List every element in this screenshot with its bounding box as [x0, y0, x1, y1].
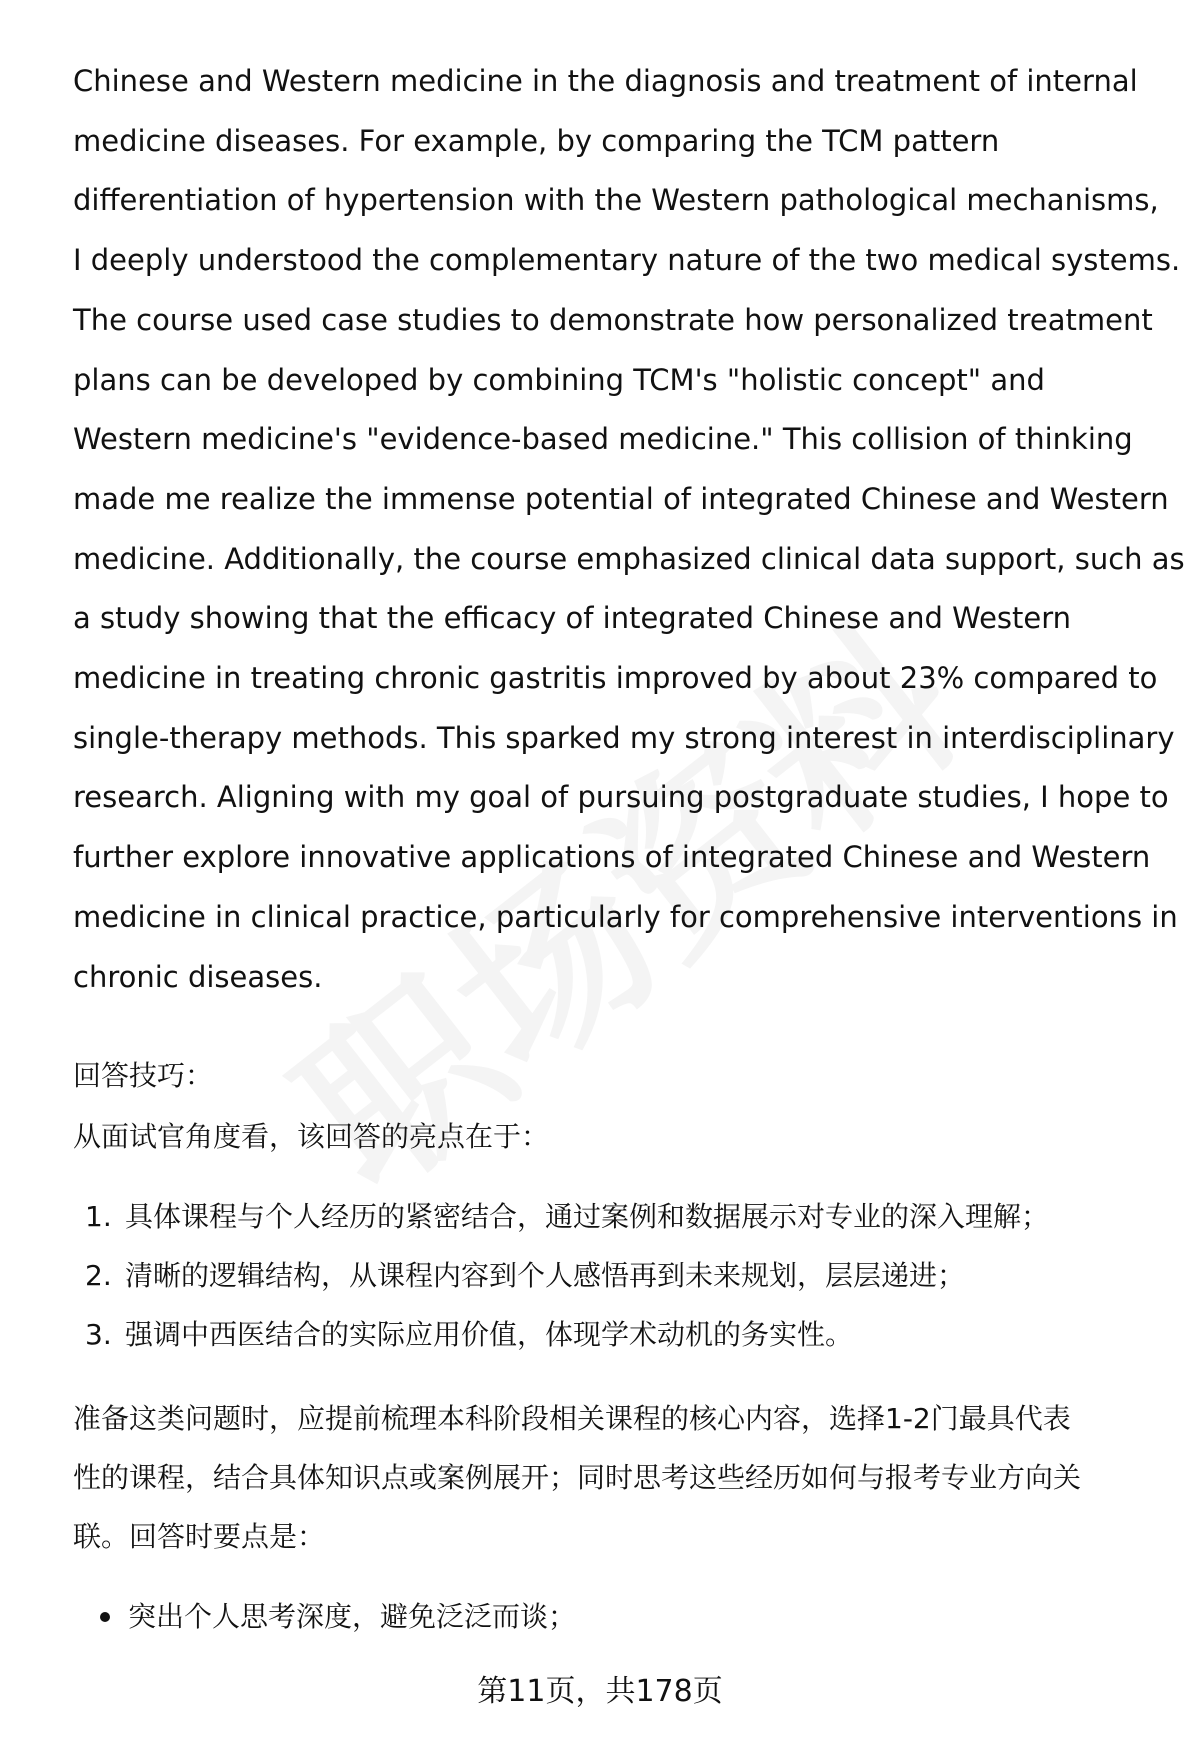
list-item-text: 清晰的逻辑结构，从课程内容到个人感悟再到未来规划，层层递进； — [125, 1259, 966, 1293]
paragraph-line: research. Aligning with my goal of pursuing postgraduate studies, I hope to — [73, 780, 1169, 815]
bullet-list — [73, 1596, 1153, 1638]
paragraph-line: medicine in treating chronic gastritis improved by about 23% compared to — [73, 661, 1158, 696]
list-item — [73, 1196, 1153, 1238]
paragraph-line: The course used case studies to demonstrate how personalized treatment — [73, 302, 1153, 337]
prep-paragraph — [73, 1389, 1153, 1566]
list-item — [73, 1255, 1153, 1297]
paragraph-line: medicine. Additionally, the course emphasized clinical data support, such as — [73, 541, 1185, 576]
list-item-number: 3. — [85, 1318, 112, 1352]
paragraph-line: further explore innovative applications of integrated Chinese and Western — [73, 840, 1151, 875]
paragraph-line: Chinese and Western medicine in the diagnosis and treatment of internal — [73, 64, 1138, 98]
paragraph-line: I deeply understood the complementary nature of the two medical systems. — [73, 243, 1181, 278]
bullet-item — [73, 1596, 1153, 1638]
paragraph-line: 联。回答时要点是： — [73, 1520, 326, 1554]
body-paragraph — [73, 52, 1185, 1007]
list-item-text: 具体课程与个人经历的紧密结合，通过案例和数据展示对专业的深入理解； — [125, 1200, 1050, 1234]
page-content — [73, 52, 1185, 1638]
list-item-text: 强调中西医结合的实际应用价值，体现学术动机的务实性。 — [125, 1318, 854, 1352]
paragraph-line: medicine diseases. For example, by comparing the TCM pattern — [73, 123, 1000, 158]
paragraph-line: medicine in clinical practice, particularly for comprehensive interventions in — [73, 899, 1178, 934]
paragraph-line: single-therapy methods. This sparked my strong interest in interdisciplinary — [73, 720, 1175, 755]
list-item-number: 2. — [85, 1259, 112, 1293]
tips-intro: 从面试官角度看，该回答的亮点在于： — [73, 1120, 550, 1154]
paragraph-line: chronic diseases. — [73, 959, 323, 994]
paragraph-line: a study showing that the efficacy of integrated Chinese and Western — [73, 601, 1072, 636]
paragraph-line: Western medicine's "evidence-based medicine." This collision of thinking — [73, 422, 1133, 457]
list-item — [73, 1314, 1153, 1356]
paragraph-line: differentiation of hypertension with the Western pathological mechanisms, — [73, 183, 1159, 218]
list-item-number: 1. — [85, 1200, 112, 1234]
highlights-list — [73, 1196, 1153, 1356]
paragraph-line: 准备这类问题时，应提前梳理本科阶段相关课程的核心内容，选择1-2门最具代表 — [73, 1402, 1071, 1436]
paragraph-line: made me realize the immense potential of integrated Chinese and Western — [73, 481, 1169, 516]
paragraph-line: plans can be developed by combining TCM's "holistic concept" and — [73, 362, 1045, 397]
bullet-icon — [100, 1612, 110, 1622]
tips-heading: 回答技巧： — [73, 1059, 214, 1093]
bullet-item-text: 突出个人思考深度，避免泛泛而谈； — [128, 1600, 577, 1634]
paragraph-line: 性的课程，结合具体知识点或案例展开；同时思考这些经历如何与报考专业方向关 — [73, 1461, 1082, 1495]
page-number: 第11页，共178页 — [477, 1674, 723, 1709]
